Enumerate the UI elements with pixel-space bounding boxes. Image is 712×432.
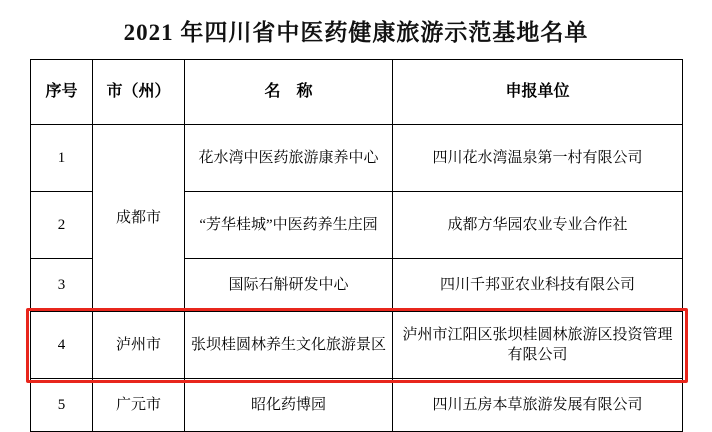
cell-name: 花水湾中医药旅游康养中心 — [185, 125, 393, 192]
table-row — [31, 125, 683, 192]
cell-name: 昭化药博园 — [185, 379, 393, 432]
table-header — [31, 60, 683, 125]
column-header-city: 市（州） — [93, 60, 185, 125]
cell-city-chengdu: 成都市 — [93, 125, 185, 312]
cell-city: 泸州市 — [93, 312, 185, 379]
cell-unit: 四川五房本草旅游发展有限公司 — [393, 379, 683, 432]
table-container — [30, 59, 682, 432]
cell-no: 2 — [31, 192, 93, 259]
cell-unit: 四川花水湾温泉第一村有限公司 — [393, 125, 683, 192]
base-list-table — [30, 59, 683, 432]
cell-no: 1 — [31, 125, 93, 192]
column-header-name: 名 称 — [185, 60, 393, 125]
table-row — [31, 379, 683, 432]
table-row-highlighted — [31, 312, 683, 379]
table-body — [31, 125, 683, 432]
cell-no: 5 — [31, 379, 93, 432]
page-title: 2021 年四川省中医药健康旅游示范基地名单 — [123, 20, 589, 45]
column-header-unit: 申报单位 — [393, 60, 683, 125]
cell-name: 张坝桂圆林养生文化旅游景区 — [185, 312, 393, 379]
cell-no: 3 — [31, 259, 93, 312]
cell-no: 4 — [31, 312, 93, 379]
cell-name: “芳华桂城”中医药养生庄园 — [185, 192, 393, 259]
table-header-row — [31, 60, 683, 125]
cell-name: 国际石斛研发中心 — [185, 259, 393, 312]
cell-unit: 泸州市江阳区张坝桂圆林旅游区投资管理有限公司 — [393, 312, 683, 379]
cell-unit: 成都方华园农业专业合作社 — [393, 192, 683, 259]
column-header-no: 序号 — [31, 60, 93, 125]
cell-city: 广元市 — [93, 379, 185, 432]
cell-unit: 四川千邦亚农业科技有限公司 — [393, 259, 683, 312]
